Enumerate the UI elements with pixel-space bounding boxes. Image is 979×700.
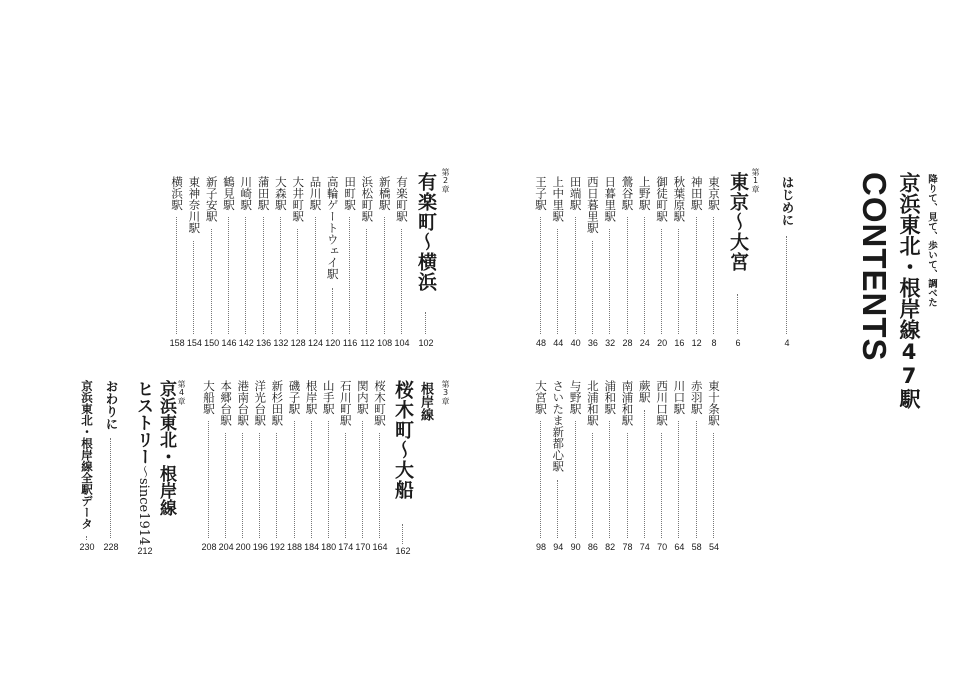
chapter-title-history: ヒストリー — [133, 380, 153, 465]
page-number: 188 — [286, 542, 303, 552]
leader-line — [661, 229, 662, 334]
leader-line — [362, 421, 363, 538]
toc-station-entry[interactable] — [690, 176, 704, 348]
toc-station-entry[interactable] — [326, 176, 340, 348]
leader-line — [557, 229, 558, 334]
page-number: 8 — [711, 338, 717, 348]
station-name: 川口駅 — [672, 380, 687, 415]
toc-station-entry[interactable] — [621, 380, 635, 552]
leader-line — [661, 433, 662, 538]
leader-line — [225, 433, 226, 538]
page-number: 20 — [657, 338, 668, 348]
page-number: 158 — [169, 338, 185, 348]
leader-line — [366, 229, 367, 334]
page-number: 32 — [605, 338, 616, 348]
page-number: 82 — [605, 542, 616, 552]
station-name: 上中里駅 — [551, 176, 566, 222]
chapter-title-line1[interactable]: 京浜東北・根岸線 — [156, 380, 176, 516]
page-number: 64 — [674, 542, 685, 552]
page-number: 196 — [252, 542, 268, 552]
station-name: 東京駅 — [707, 176, 721, 211]
page-number: 48 — [535, 338, 546, 348]
contents-heading: CONTENTS — [856, 172, 893, 362]
page-number: 74 — [639, 542, 650, 552]
page-number: 112 — [360, 338, 375, 348]
page-number: 170 — [355, 542, 371, 552]
station-name: 新橋駅 — [377, 176, 392, 211]
chapter-title[interactable]: 東京〜大宮 — [727, 172, 749, 272]
station-name: 川崎駅 — [239, 176, 254, 211]
page-number: 98 — [535, 542, 546, 552]
station-name: 西日暮里駅 — [585, 176, 600, 234]
toc-station-entry[interactable] — [187, 176, 201, 348]
page-number: 164 — [372, 542, 388, 552]
toc-station-entry[interactable] — [690, 380, 704, 552]
toc-station-entry[interactable] — [360, 176, 374, 348]
station-name: 有楽町駅 — [395, 176, 409, 222]
station-name: 鶯谷駅 — [620, 176, 635, 211]
page-number: 4 — [784, 338, 790, 348]
leader-line — [678, 421, 679, 538]
leader-line — [540, 421, 541, 538]
leader-line — [280, 217, 281, 334]
leader-line — [575, 217, 576, 334]
station-name: 大森駅 — [273, 176, 288, 211]
toc-station-entry[interactable] — [253, 380, 267, 552]
toc-station-entry[interactable] — [305, 380, 319, 552]
station-name: 山手駅 — [321, 380, 336, 415]
leader-line — [208, 421, 209, 538]
leader-line — [263, 217, 264, 334]
page-number: 40 — [570, 338, 581, 348]
page-number: 44 — [553, 338, 564, 348]
page-number: 102 — [418, 338, 434, 348]
toc-station-entry[interactable] — [322, 380, 336, 552]
toc-station-entry[interactable] — [170, 176, 184, 348]
page-number: 36 — [587, 338, 598, 348]
page-number: 228 — [103, 542, 119, 552]
leader-line — [297, 229, 298, 334]
station-name: 大船駅 — [202, 380, 216, 415]
leader-line — [627, 433, 628, 538]
leader-line — [713, 433, 714, 538]
leader-line — [379, 433, 380, 538]
page-number: 6 — [735, 338, 741, 348]
station-name: 蕨駅 — [637, 380, 652, 403]
leader-line — [627, 217, 628, 334]
station-name: 東十条駅 — [707, 380, 721, 426]
leader-line — [592, 241, 593, 334]
page-number: 24 — [639, 338, 650, 348]
toc-station-entry[interactable] — [707, 176, 721, 348]
station-name: 高輪ゲートウェイ駅 — [325, 176, 340, 280]
toc-station-entry[interactable] — [655, 380, 669, 552]
leader-line — [242, 433, 243, 538]
toc-station-entry[interactable] — [236, 380, 250, 552]
leader-line — [737, 294, 738, 334]
station-name: 石川町駅 — [338, 380, 353, 426]
leader-line — [176, 217, 177, 334]
page-number: 184 — [304, 542, 320, 552]
toc-station-entry[interactable] — [638, 176, 652, 348]
station-name: 品川駅 — [308, 176, 323, 211]
page-number: 94 — [553, 542, 564, 552]
toc-entry-label: 京浜東北・根岸線全駅データ — [80, 380, 94, 530]
leader-line — [294, 421, 295, 538]
station-name: 北浦和駅 — [585, 380, 600, 426]
toc-station-entry[interactable] — [339, 380, 353, 552]
leader-line — [592, 433, 593, 538]
toc-station-entry[interactable] — [551, 380, 565, 552]
toc-station-entry[interactable] — [672, 176, 686, 348]
book-title: 京浜東北・根岸線47駅 — [897, 172, 921, 409]
chapter-page — [731, 176, 745, 348]
leader-line — [245, 217, 246, 334]
chapter-number: 第3章 — [441, 380, 450, 405]
toc-station-entry[interactable] — [655, 176, 669, 348]
station-name: 新杉田駅 — [270, 380, 285, 426]
station-name: 根岸駅 — [304, 380, 319, 415]
page-number: 162 — [395, 546, 411, 556]
page-number: 174 — [338, 542, 354, 552]
page-number: 146 — [221, 338, 237, 348]
book-tagline: 降りて、見て、歩いて、調べた — [926, 174, 937, 307]
leader-line — [86, 536, 87, 540]
toc-station-entry[interactable] — [309, 176, 323, 348]
leader-line — [349, 217, 350, 334]
station-name: 蒲田駅 — [256, 176, 271, 211]
leader-line — [311, 421, 312, 538]
station-name: 日暮里駅 — [603, 176, 618, 222]
station-name: 大井町駅 — [291, 176, 306, 222]
leader-line — [110, 438, 111, 538]
page-number: 180 — [321, 542, 337, 552]
toc-entry-label: おわりに — [104, 380, 119, 430]
station-name: 秋葉原駅 — [672, 176, 687, 222]
station-name: 与野駅 — [568, 380, 583, 415]
toc-station-entry[interactable] — [569, 380, 583, 552]
toc-station-entry[interactable] — [270, 380, 284, 552]
station-name: 田端駅 — [568, 176, 583, 211]
page-number: 54 — [708, 542, 719, 552]
page-number: 124 — [307, 338, 324, 348]
leader-line — [540, 217, 541, 334]
toc-station-entry[interactable] — [621, 176, 635, 348]
station-name: 上野駅 — [637, 176, 652, 211]
toc-station-entry[interactable] — [257, 176, 271, 348]
toc-station-entry[interactable] — [586, 176, 600, 348]
page-number: 104 — [394, 338, 410, 348]
toc-station-entry[interactable] — [603, 380, 617, 552]
toc-station-entry[interactable] — [222, 176, 236, 348]
page-number: 86 — [587, 542, 598, 552]
station-name: 桜木町駅 — [373, 380, 387, 426]
station-name: 新子安駅 — [204, 176, 219, 222]
page-number: 150 — [204, 338, 220, 348]
toc-station-entry[interactable] — [534, 380, 548, 552]
page-number: 120 — [325, 338, 341, 348]
leader-line — [696, 421, 697, 538]
station-name: 本郷台駅 — [219, 380, 234, 426]
leader-line — [644, 217, 645, 334]
station-name: 南浦和駅 — [620, 380, 635, 426]
station-name: 東神奈川駅 — [187, 176, 202, 234]
leader-line — [557, 480, 558, 538]
toc-station-entry[interactable] — [274, 176, 288, 348]
toc-station-entry[interactable] — [638, 380, 652, 552]
station-name: 御徒町駅 — [655, 176, 670, 222]
leader-line — [384, 217, 385, 334]
station-name: 田町駅 — [343, 176, 358, 211]
toc-station-entry[interactable] — [378, 176, 392, 348]
leader-line — [332, 288, 333, 334]
leader-line — [575, 421, 576, 538]
page-number: 16 — [674, 338, 685, 348]
toc-entry-appendix[interactable] — [80, 380, 94, 556]
toc-station-entry[interactable] — [672, 380, 686, 552]
station-name: 大宮駅 — [534, 380, 548, 415]
station-name: 王子駅 — [534, 176, 548, 211]
page-number: 116 — [342, 338, 358, 348]
leader-line — [276, 433, 277, 538]
leader-line — [425, 312, 426, 334]
toc-station-entry[interactable] — [343, 176, 357, 348]
page-number: 204 — [218, 542, 234, 552]
toc-station-entry[interactable] — [288, 380, 302, 552]
station-name: 西川口駅 — [655, 380, 670, 426]
page-number: 208 — [201, 542, 217, 552]
station-name: 磯子駅 — [287, 380, 302, 415]
station-name: 鶴見駅 — [222, 176, 236, 211]
page-number: 192 — [269, 542, 285, 552]
toc-station-entry[interactable] — [202, 380, 216, 552]
leader-line — [402, 524, 403, 544]
chapter-page — [138, 388, 152, 560]
leader-line — [193, 241, 194, 334]
leader-line — [328, 421, 329, 538]
leader-line — [644, 410, 645, 538]
leader-line — [228, 217, 229, 334]
station-name: 洋光台駅 — [253, 380, 268, 426]
chapter-title[interactable]: 桜木町〜大船 — [392, 380, 414, 500]
station-name: 横浜駅 — [170, 176, 185, 211]
chapter-subtitle: 根岸線 — [418, 382, 433, 421]
toc-station-entry[interactable] — [219, 380, 233, 552]
leader-line — [345, 433, 346, 538]
chapter-number: 第1章 — [751, 168, 760, 193]
leader-line — [609, 229, 610, 334]
toc-entry-intro[interactable] — [780, 176, 794, 348]
chapter-page — [396, 388, 410, 560]
toc-station-entry[interactable] — [534, 176, 548, 348]
toc-entry-outro[interactable] — [104, 380, 118, 556]
leader-line — [315, 217, 316, 334]
toc-station-entry[interactable] — [395, 176, 409, 348]
leader-line — [678, 229, 679, 334]
leader-line — [713, 217, 714, 334]
page-number: 108 — [377, 338, 393, 348]
toc-station-entry[interactable] — [291, 176, 305, 348]
page-number: 136 — [256, 338, 272, 348]
page-number: 142 — [238, 338, 254, 348]
page-number: 90 — [570, 542, 581, 552]
toc-station-entry[interactable] — [373, 380, 387, 552]
leader-line — [786, 236, 787, 334]
leader-line — [211, 229, 212, 334]
page-number: 154 — [186, 338, 202, 348]
toc-station-entry[interactable] — [551, 176, 565, 348]
station-name: 港南台駅 — [236, 380, 251, 426]
page-number: 12 — [691, 338, 702, 348]
page-number: 58 — [691, 542, 702, 552]
chapter-title-suffix: 〜since1914 — [136, 465, 151, 546]
page-number: 200 — [235, 542, 251, 552]
leader-line — [401, 229, 402, 334]
toc-station-entry[interactable] — [603, 176, 617, 348]
page-number: 28 — [622, 338, 633, 348]
page-number: 78 — [622, 542, 633, 552]
page-number: 132 — [273, 338, 289, 348]
chapter-number: 第2章 — [441, 168, 450, 193]
station-name: さいたま新都心駅 — [551, 380, 566, 472]
leader-line — [609, 421, 610, 538]
chapter-page — [419, 176, 433, 348]
toc-station-entry[interactable] — [205, 176, 219, 348]
toc-station-entry[interactable] — [569, 176, 583, 348]
page-number: 128 — [290, 338, 306, 348]
chapter-title[interactable]: 有楽町〜横浜 — [415, 172, 437, 292]
page-number: 212 — [137, 546, 153, 556]
station-name: 赤羽駅 — [689, 380, 704, 415]
leader-line — [259, 433, 260, 538]
chapter-number: 第4章 — [177, 380, 186, 405]
station-name: 浜松町駅 — [360, 176, 375, 222]
station-name: 浦和駅 — [603, 380, 618, 415]
toc-station-entry[interactable] — [707, 380, 721, 552]
page-number: 230 — [79, 542, 95, 552]
toc-station-entry[interactable] — [239, 176, 253, 348]
toc-entry-label: はじめに — [780, 176, 795, 226]
leader-line — [696, 217, 697, 334]
page-number: 70 — [657, 542, 668, 552]
toc-station-entry[interactable] — [356, 380, 370, 552]
station-name: 関内駅 — [355, 380, 370, 415]
toc-station-entry[interactable] — [586, 380, 600, 552]
station-name: 神田駅 — [689, 176, 704, 211]
